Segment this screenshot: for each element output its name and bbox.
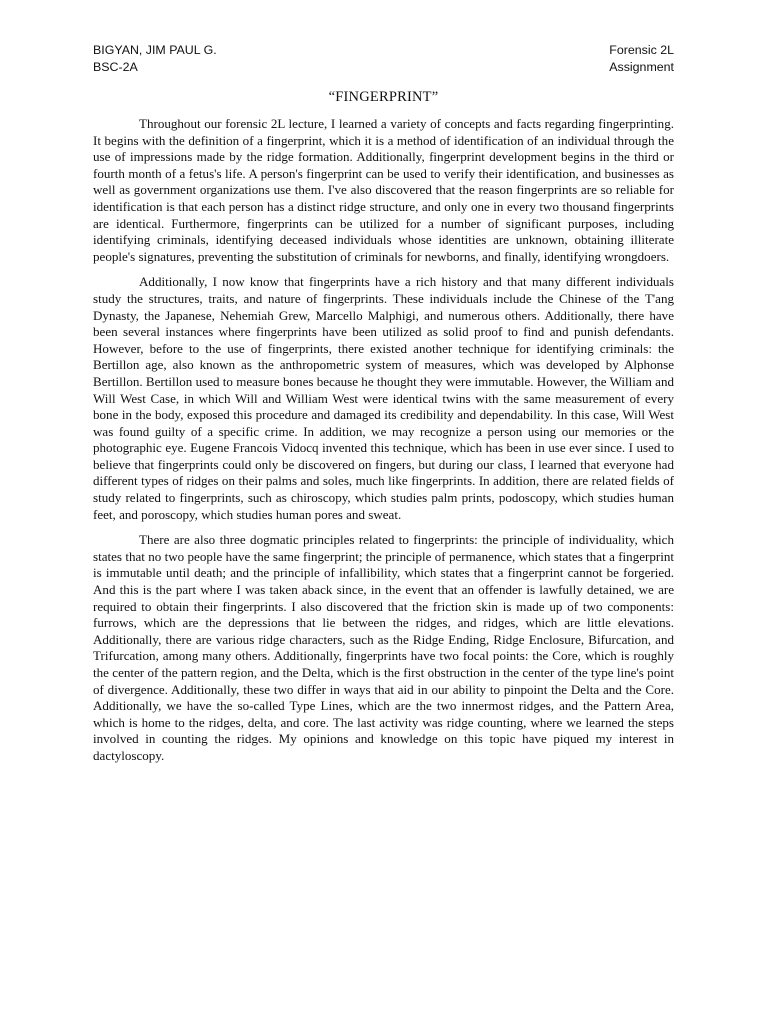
body-paragraph-2: Additionally, I now know that fingerprints have a rich history and that many different individuals study the structures, traits, and nature of fingerprints. These individuals include the Chinese of the T'ang Dynasty, the Japanese, Nehemiah Grew, Marcello Malphigi, and numerous others. Additionally, there have been several instances where fingerprints have been utilized as solid proof to find and punish defendants. However, before to the use of fingerprints, there existed another technique for identifying criminals: the Bertillon age, also known as the anthropometric system of measures, which was developed by Alphonse Bertillon. Bertillon used to measure bones because he thought they were immutable. However, the William and Will West Case, in which Will and William West were identical twins with the same measurement of every bone in the body, exposed this procedure and damaged its credibility and dependability. In this case, Will West was found guilty of a specific crime. In addition, we may recognize a person using our memories or the photographic eye. Eugene Francois Vidocq invented this technique, which has been in use ever since. I used to believe that fingerprints could only be discovered on fingers, but during our class, I learned that everyone had different types of ridges on their palms and soles, much like fingerprints. In addition, there are related fields of study related to fingerprints, such as chiroscopy, which studies palm prints, podoscopy, which studies human feet, and poroscopy, which studies human pores and sweat. [93,274,674,522]
doc-type-label: Assignment [609,60,674,74]
section-label: BSC-2A [93,60,138,74]
body-paragraph-1: Throughout our forensic 2L lecture, I learned a variety of concepts and facts regarding fingerprinting. It begins with the definition of a fingerprint, which it is a method of identification of an individual through the use of impressions made by the ridge formation. Additionally, fingerprint development begins in the third or fourth month of a fetus's life. A person's fingerprint can be used to verify their identification, and businesses as well as government organizations use them. I've also discovered that the reason fingerprints are so reliable for identification is that each person has a distinct ridge structure, and only one in every two thousand fingerprints are identical. Furthermore, fingerprints can be utilized for a number of significant purposes, including identifying criminals, identifying deceased individuals whose identities are unknown, obtaining illiterate people's signatures, preventing the substitution of criminals for newborns, and finally, identifying wrongdoers. [93,116,674,264]
document-page [93,42,674,774]
document-header [93,42,674,76]
header-left [93,42,217,76]
document-title: “FINGERPRINT” [328,89,439,105]
body-paragraph-3: There are also three dogmatic principles related to fingerprints: the principle of individuality, which states that no two people have the same fingerprint; the principle of permanence, which states that a fingerprint is immutable until death; and the principle of infallibility, which states that a fingerprint cannot be forgeried. And this is the part where I was taken aback since, in the event that an offender is lawfully detained, we are required to obtain their fingerprints. I also discovered that the friction skin is made up of two components: furrows, which are the depressions that lie between the ridges, and ridges, which are little elevations. Additionally, there are various ridge characters, such as the Ridge Ending, Ridge Enclosure, Bifurcation, and Trifurcation, among many others. Additionally, fingerprints have two focal points: the Core, which is roughly the center of the pattern region, and the Delta, which is the first obstruction in the center of the type line's point of divergence. Additionally, these two differ in ways that aid in our ability to pinpoint the Delta and the Core. Additionally, we have the so-called Type Lines, which are the two innermost ridges, and the Pattern Area, which is home to the ridges, delta, and core. The last activity was ridge counting, where we learned the steps involved in counting the ridges. My opinions and knowledge on this topic have piqued my interest in dactyloscopy. [93,532,674,763]
author-name: BIGYAN, JIM PAUL G. [93,43,217,57]
header-right [609,42,674,76]
course-label: Forensic 2L [609,43,674,57]
